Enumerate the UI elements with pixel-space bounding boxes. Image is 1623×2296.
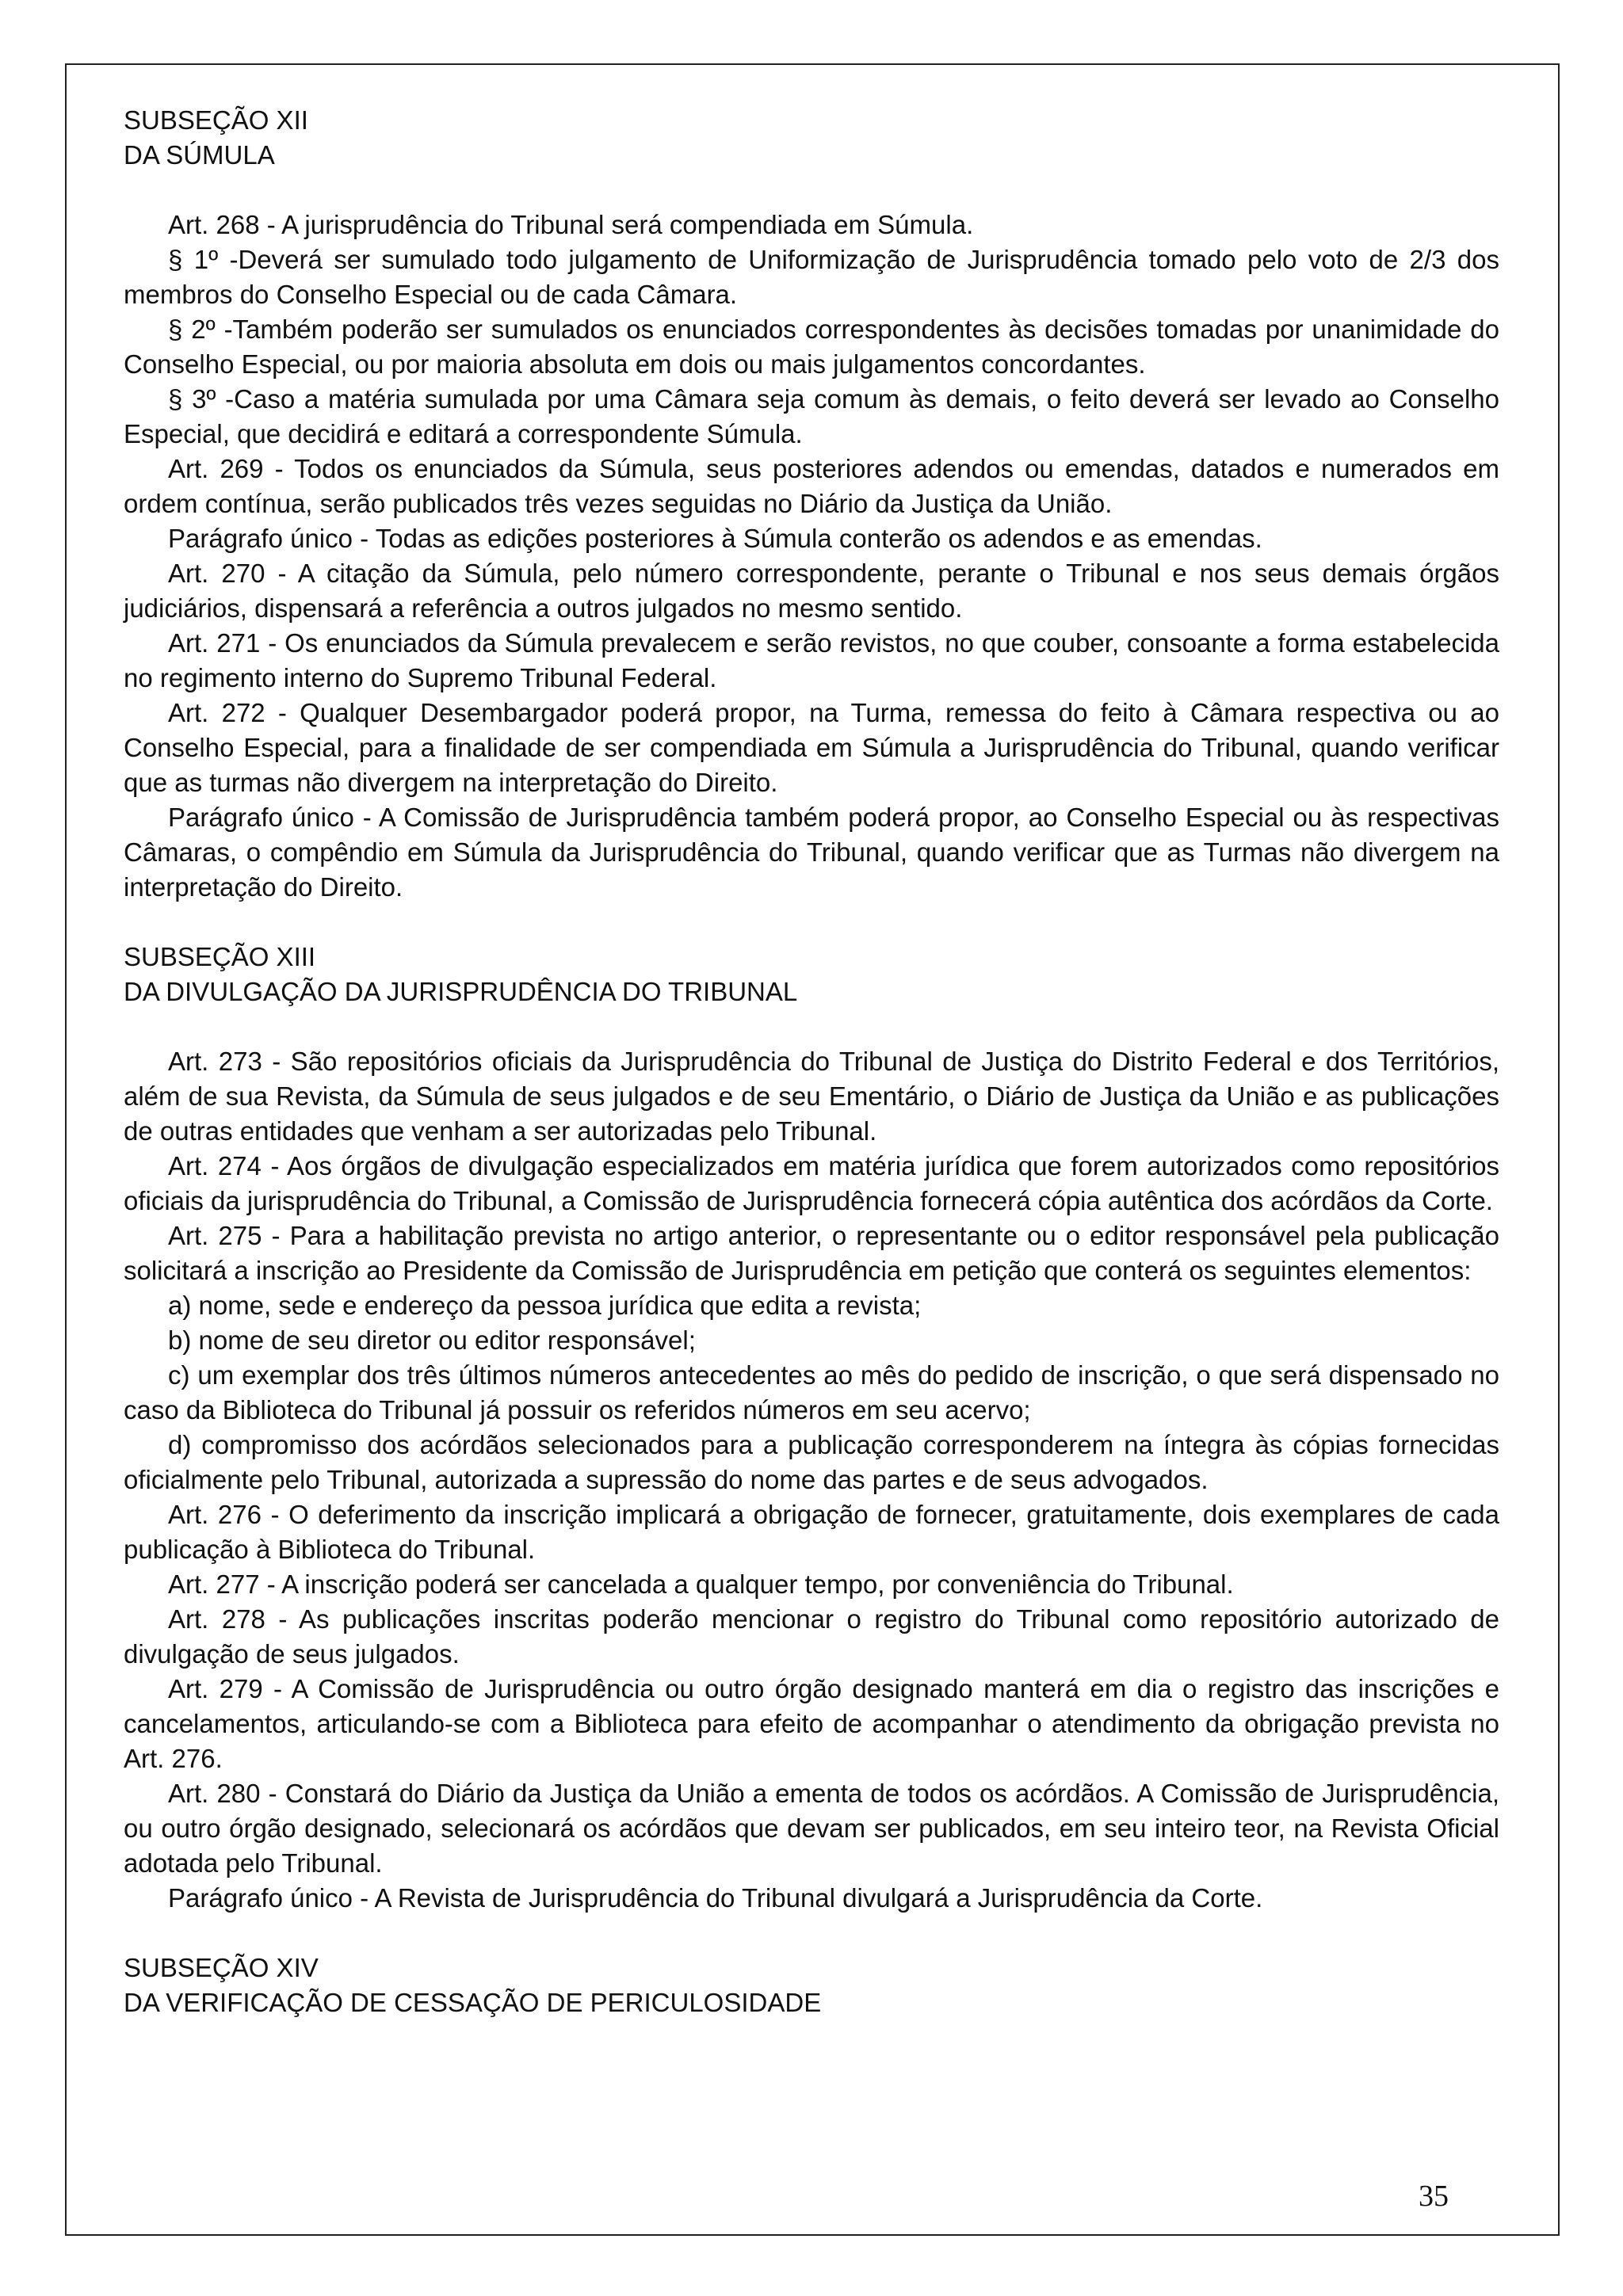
paragraph: Art. 272 - Qualquer Desembargador poderá propor, na Turma, remessa do feito à Câmara respectiva ou ao Conselho Especial, para a finalidade de ser compendiada em Súmula a Jurisprudência do Tribunal, quando verificar que as turmas não divergem na interpretação do Direito. xyxy=(124,698,1499,797)
section-heading: SUBSEÇÃO XIII xyxy=(124,942,316,971)
page-number: 35 xyxy=(1419,2180,1449,2213)
section-heading: SUBSEÇÃO XII xyxy=(124,105,308,135)
paragraph: Art. 277 - A inscrição poderá ser cancelada a qualquer tempo, por conveniência do Tribunal. xyxy=(168,1569,1234,1599)
paragraph: § 2º -Também poderão ser sumulados os enunciados correspondentes às decisões tomadas por unanimidade do Conselho Especial, ou por maioria absoluta em dois ou mais julgamentos concordantes. xyxy=(124,315,1499,379)
document-body xyxy=(124,103,1499,2020)
paragraph: Art. 279 - A Comissão de Jurisprudência ou outro órgão designado manterá em dia o registro das inscrições e cancelamentos, articulando-se com a Biblioteca para efeito de acompanhar o atendimento da obrigação prevista no Art. 276. xyxy=(124,1674,1499,1773)
paragraph: Art. 273 - São repositórios oficiais da Jurisprudência do Tribunal de Justiça do Distrito Federal e dos Territórios, além de sua Revista, da Súmula de seus julgados e de seu Ementário, o Diário de Justiça da União e as publicações de outras entidades que venham a ser autorizadas pelo Tribunal. xyxy=(124,1047,1499,1146)
list-item: b) nome de seu diretor ou editor responsável; xyxy=(168,1325,696,1355)
paragraph: Art. 280 - Constará do Diário da Justiça da União a ementa de todos os acórdãos. A Comissão de Jurisprudência, ou outro órgão designado, selecionará os acórdãos que devam ser publicados, em seu inteiro teor, na Revista Oficial adotada pelo Tribunal. xyxy=(124,1779,1499,1878)
section-subheading: DA SÚMULA xyxy=(124,140,275,170)
paragraph: Art. 270 - A citação da Súmula, pelo número correspondente, perante o Tribunal e nos seus demais órgãos judiciários, dispensará a referência a outros julgados no mesmo sentido. xyxy=(124,559,1499,623)
paragraph: Art. 271 - Os enunciados da Súmula prevalecem e serão revistos, no que couber, consoante a forma estabelecida no regimento interno do Supremo Tribunal Federal. xyxy=(124,628,1499,692)
paragraph: Art. 276 - O deferimento da inscrição implicará a obrigação de fornecer, gratuitamente, dois exemplares de cada publicação à Biblioteca do Tribunal. xyxy=(124,1500,1499,1564)
paragraph: Art. 278 - As publicações inscritas poderão mencionar o registro do Tribunal como repositório autorizado de divulgação de seus julgados. xyxy=(124,1604,1499,1669)
section-subheading: DA VERIFICAÇÃO DE CESSAÇÃO DE PERICULOSIDADE xyxy=(124,1988,822,2017)
section-subheading: DA DIVULGAÇÃO DA JURISPRUDÊNCIA DO TRIBUNAL xyxy=(124,977,798,1006)
section-heading: SUBSEÇÃO XIV xyxy=(124,1953,319,1982)
paragraph: § 3º -Caso a matéria sumulada por uma Câmara seja comum às demais, o feito deverá ser levado ao Conselho Especial, que decidirá e editará a correspondente Súmula. xyxy=(124,384,1499,448)
list-item: a) nome, sede e endereço da pessoa jurídica que edita a revista; xyxy=(168,1291,922,1320)
paragraph: Parágrafo único - A Comissão de Jurisprudência também poderá propor, ao Conselho Especial ou às respectivas Câmaras, o compêndio em Súmula da Jurisprudência do Tribunal, quando verificar que as Turmas não divergem na interpretação do Direito. xyxy=(124,803,1499,902)
list-item: d) compromisso dos acórdãos selecionados para a publicação corresponderem na íntegra às cópias fornecidas oficialmente pelo Tribunal, autorizada a supressão do nome das partes e de seus advogados. xyxy=(124,1430,1499,1494)
paragraph: Art. 274 - Aos órgãos de divulgação especializados em matéria jurídica que forem autorizados como repositórios oficiais da jurisprudência do Tribunal, a Comissão de Jurisprudência fornecerá cópia autêntica dos acórdãos da Corte. xyxy=(124,1151,1499,1215)
paragraph: § 1º -Deverá ser sumulado todo julgamento de Uniformização de Jurisprudência tomado pelo voto de 2/3 dos membros do Conselho Especial ou de cada Câmara. xyxy=(124,245,1499,309)
paragraph: Parágrafo único - A Revista de Jurisprudência do Tribunal divulgará a Jurisprudência da Corte. xyxy=(168,1883,1263,1913)
list-item: c) um exemplar dos três últimos números antecedentes ao mês do pedido de inscrição, o que será dispensado no caso da Biblioteca do Tribunal já possuir os referidos números em seu acervo; xyxy=(124,1360,1499,1425)
paragraph: Parágrafo único - Todas as edições posteriores à Súmula conterão os adendos e as emendas. xyxy=(168,524,1262,553)
paragraph: Art. 268 - A jurisprudência do Tribunal será compendiada em Súmula. xyxy=(168,210,974,239)
paragraph: Art. 269 - Todos os enunciados da Súmula, seus posteriores adendos ou emendas, datados e numerados em ordem contínua, serão publicados três vezes seguidas no Diário da Justiça da União. xyxy=(124,454,1499,518)
paragraph: Art. 275 - Para a habilitação prevista no artigo anterior, o representante ou o editor responsável pela publicação solicitará a inscrição ao Presidente da Comissão de Jurisprudência em petição que conterá os seguintes elementos: xyxy=(124,1221,1499,1285)
